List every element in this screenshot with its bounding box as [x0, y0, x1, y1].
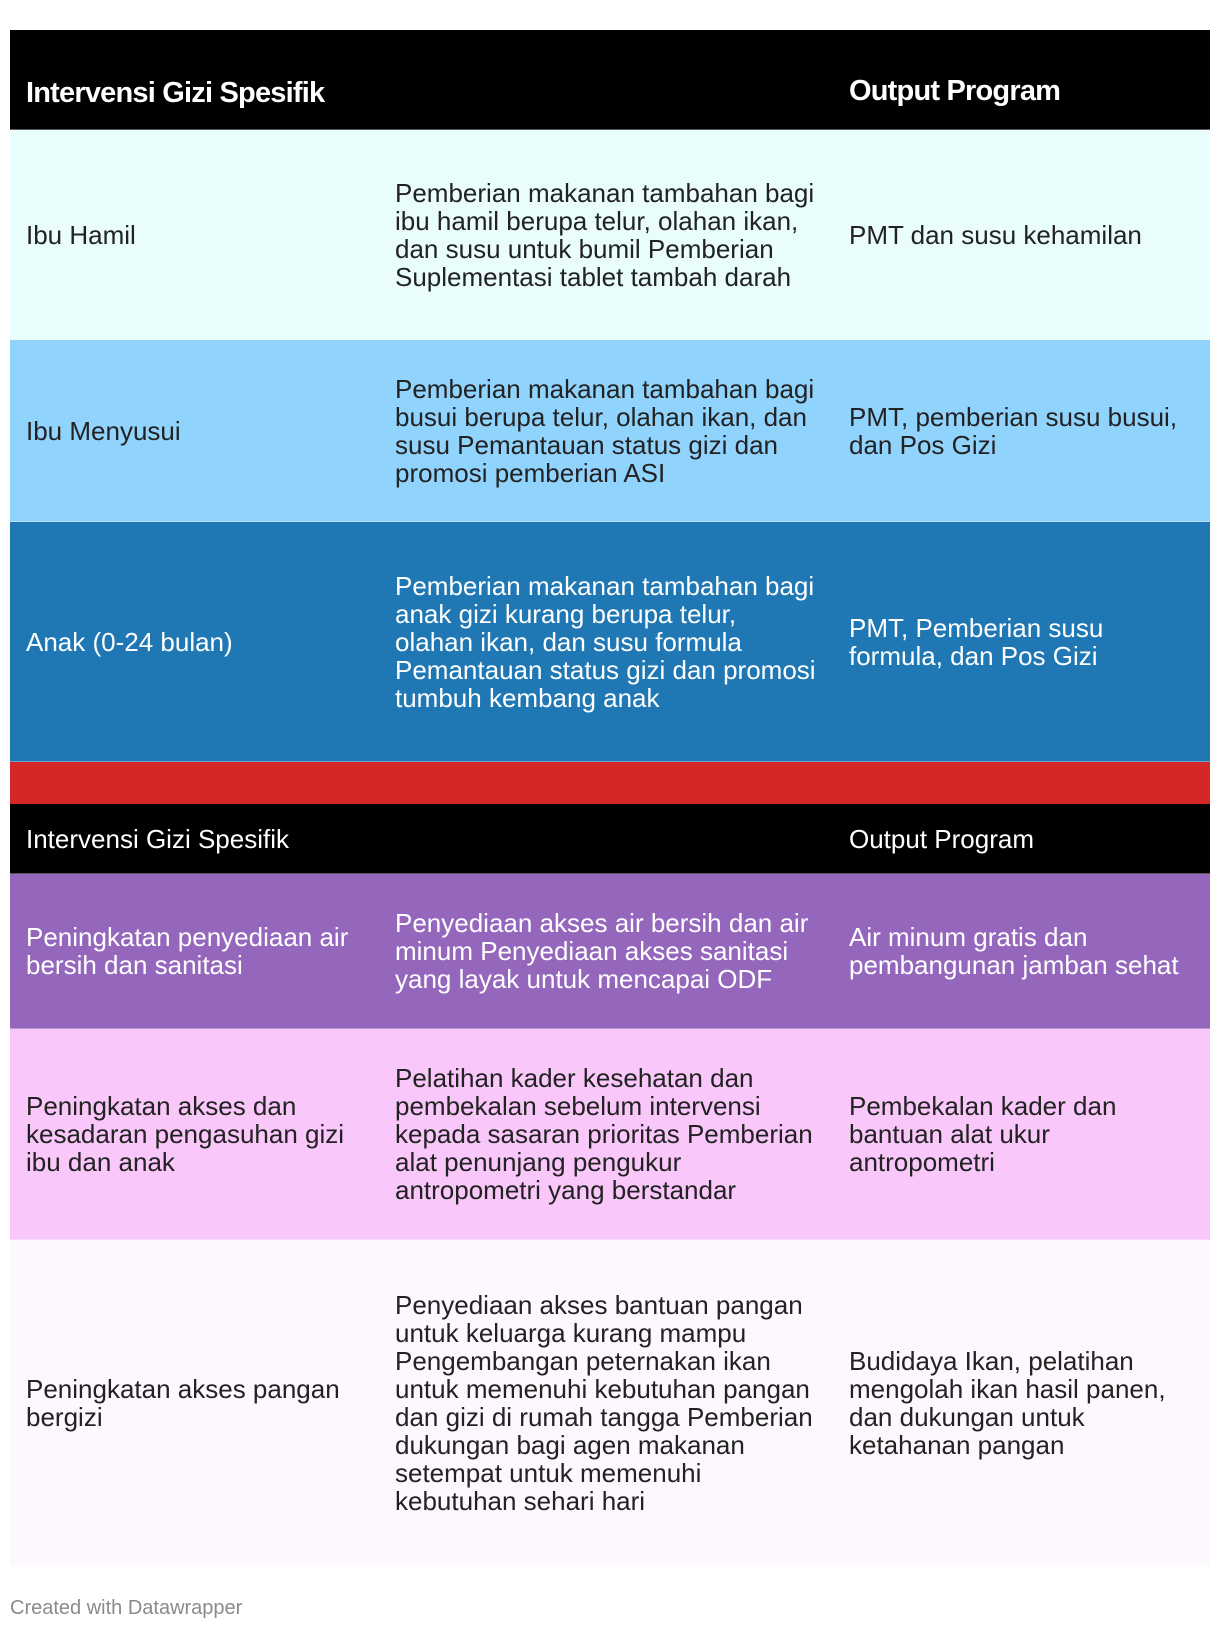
table-header-row: [10, 30, 1210, 130]
footer-credit: Created with Datawrapper: [10, 1597, 243, 1619]
table-subheader-row: [10, 804, 1210, 874]
table-row: [10, 874, 1210, 1029]
row-output: PMT dan susu kehamilan: [849, 219, 1142, 250]
table-row: [10, 340, 1210, 522]
table-row: [10, 522, 1210, 762]
row-target: Peningkatan penyediaan air bersih dan sanitasi: [26, 922, 349, 980]
row-output: Pembekalan kader dan bantuan alat ukur antropometri: [849, 1091, 1117, 1177]
row-output: Budidaya Ikan, pelatihan mengolah ikan hasil panen, dan dukungan untuk ketahanan pangan: [849, 1345, 1166, 1460]
row-intervention: Penyediaan akses bantuan pangan untuk keluarga kurang mampu Pengembangan peternakan ikan untuk memenuhi kebutuhan pangan dan gizi di rumah tangga Pemberian dukungan bagi agen makanan setempat untuk memenuhi kebutuhan sehari hari: [395, 1289, 813, 1516]
subheader-col-output: Output Program: [849, 823, 1034, 854]
row-intervention: Pelatihan kader kesehatan dan pembekalan sebelum intervensi kepada sasaran prioritas Pemberian alat penunjang pengukur antropometri yang berstandar: [395, 1063, 813, 1205]
row-intervention: Pemberian makanan tambahan bagi anak gizi kurang berupa telur, olahan ikan, dan susu formula Pemantauan status gizi dan promosi tumbuh kembang anak: [395, 570, 816, 713]
header-col-output: Output Program: [849, 75, 1061, 107]
row-intervention: Pemberian makanan tambahan bagi ibu hamil berupa telur, olahan ikan, dan susu untuk bumil Pemberian Suplementasi tablet tambah darah: [395, 177, 815, 292]
table-row: [10, 1240, 1210, 1565]
row-output: Air minum gratis dan pembangunan jamban sehat: [849, 922, 1179, 980]
section-separator: [10, 762, 1210, 804]
row-output: PMT, Pemberian susu formula, dan Pos Gizi: [849, 612, 1104, 671]
row-intervention: Penyediaan akses air bersih dan air minum Penyediaan akses sanitasi yang layak untuk mencapai ODF: [395, 908, 809, 994]
row-target: Anak (0-24 bulan): [26, 626, 233, 657]
row-target: Peningkatan akses pangan bergizi: [26, 1373, 340, 1432]
data-table: [10, 30, 1210, 1565]
row-target: Ibu Hamil: [26, 219, 136, 250]
subheader-col-intervention: Intervensi Gizi Spesifik: [26, 823, 289, 854]
row-output: PMT, pemberian susu busui, dan Pos Gizi: [849, 401, 1178, 460]
table-row: [10, 1029, 1210, 1240]
header-col-intervention: Intervensi Gizi Spesifik: [26, 77, 325, 109]
table-row: [10, 130, 1210, 340]
row-intervention: Pemberian makanan tambahan bagi busui berupa telur, olahan ikan, dan susu Pemantauan status gizi dan promosi pemberian ASI: [395, 373, 815, 488]
row-target: Peningkatan akses dan kesadaran pengasuhan gizi ibu dan anak: [26, 1091, 345, 1177]
row-target: Ibu Menyusui: [26, 415, 181, 446]
